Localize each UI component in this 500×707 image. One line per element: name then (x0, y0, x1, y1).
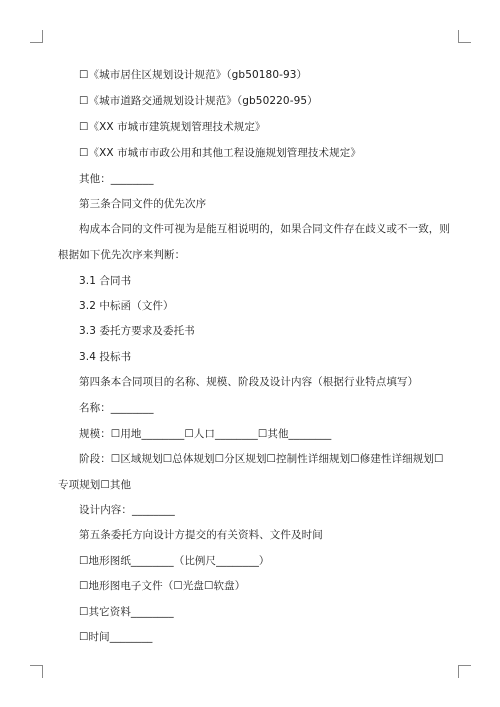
project-stage-field-line-1: 阶段：☐区域规划☐总体规划☐分区规划☐控制性详细规划☐修建性详细规划☐ (79, 453, 444, 465)
reference-item-road-traffic-code: ☐《城市道路交通规划设计规范》（gb50220-95） (79, 95, 318, 107)
crop-mark-bottom-left (30, 665, 43, 678)
other-field: 其他：________ (79, 173, 154, 185)
article-3-paragraph-line-2: 根据如下优先次序来判断： (58, 249, 186, 261)
reference-item-residential-code: ☐《城市居住区规划设计规范》（gb50180-93） (79, 69, 308, 81)
topographic-electronic-file-field: ☐地形图电子文件（☐光盘☐软盘） (79, 580, 246, 592)
reference-item-municipal-regulation: ☐《XX 市城市市政公用和其他工程设施规划管理技术规定》 (79, 147, 361, 159)
crop-mark-bottom-right (458, 665, 471, 678)
article-4-heading: 第四条本合同项目的名称、规模、阶段及设计内容（根据行业特点填写） (79, 376, 419, 388)
design-content-field: 设计内容：________ (79, 504, 175, 516)
project-stage-field-line-2: 专项规划☐其他 (58, 479, 132, 491)
crop-mark-top-left (30, 30, 43, 43)
reference-item-building-regulation: ☐《XX 市城市建筑规划管理技术规定》 (79, 121, 266, 133)
priority-item-3-2: 3.2 中标函（文件） (79, 300, 174, 312)
article-3-heading: 第三条合同文件的优先次序 (79, 198, 207, 210)
time-field: ☐时间________ (79, 631, 153, 643)
priority-item-3-4: 3.4 投标书 (79, 351, 132, 363)
other-materials-field: ☐其它资料________ (79, 606, 174, 618)
project-scale-field: 规模：☐用地________☐人口________☐其他________ (79, 428, 332, 440)
topographic-map-field: ☐地形图纸________（比例尺________） (79, 555, 270, 567)
crop-mark-top-right (458, 30, 471, 43)
priority-item-3-1: 3.1 合同书 (79, 275, 132, 287)
article-3-paragraph-line-1: 构成本合同的文件可视为是能互相说明的，如果合同文件存在歧义或不一致，则 (79, 223, 450, 235)
article-5-heading: 第五条委托方向设计方提交的有关资料、文件及时间 (79, 529, 323, 541)
project-name-field: 名称：________ (79, 402, 154, 414)
priority-item-3-3: 3.3 委托方要求及委托书 (79, 325, 195, 337)
